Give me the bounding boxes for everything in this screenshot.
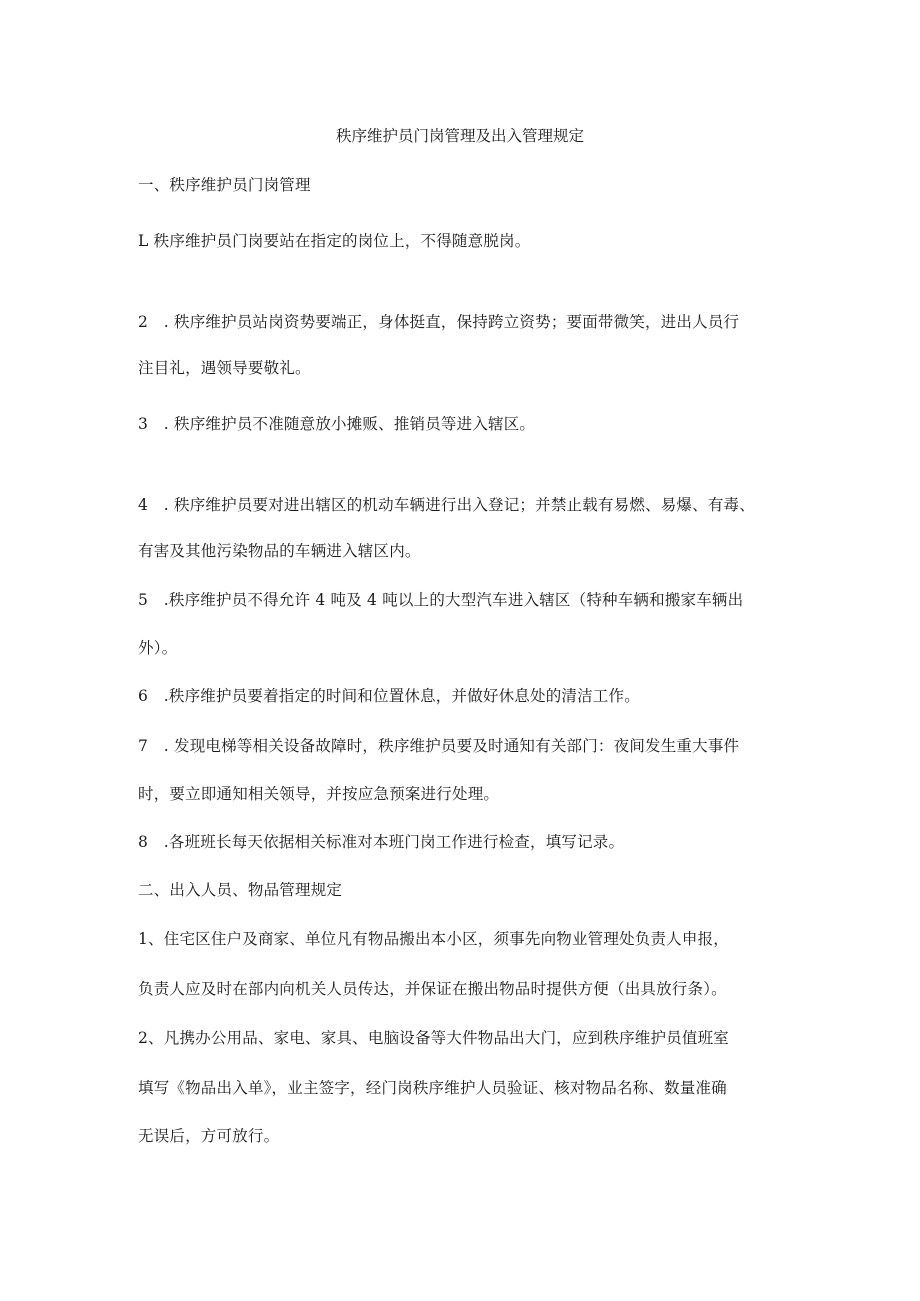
section1-item2-line2: 注目礼，遇领导要敬礼。 [138, 359, 311, 377]
section1-item5-line1: 5 .秩序维护员不得允许 4 吨及 4 吨以上的大型汽车进入辖区（特种车辆和搬家车辆出 [138, 591, 744, 609]
section1-heading: 一、秩序维护员门岗管理 [138, 176, 311, 194]
section2-item2-line2: 填写《物品出入单》，业主签字，经门岗秩序维护人员验证、核对物品名称、数量准确 [138, 1079, 727, 1097]
document-title: 秩序维护员门岗管理及出入管理规定 [335, 127, 584, 145]
section1-item8-line1: 8 .各班班长每天依据相关标准对本班门岗工作进行检查，填写记录。 [138, 833, 625, 851]
section1-item7-line1: 7 . 发现电梯等相关设备故障时，秩序维护员要及时通知有关部门：夜间发生重大事件 [138, 737, 740, 755]
section2-heading: 二、出入人员、物品管理规定 [138, 881, 343, 899]
section1-item6-line1: 6 .秩序维护员要着指定的时间和位置休息，并做好休息处的清洁工作。 [138, 687, 640, 705]
section1-item5-line2: 外）。 [138, 639, 178, 657]
section2-item2-line3: 无误后，方可放行。 [138, 1127, 280, 1145]
section2-item1-line1: 1、住宅区住户及商家、单位凡有物品搬出本小区，须事先向物业管理处负责人申报， [138, 930, 729, 948]
section1-item2-line1: 2 . 秩序维护员站岗资势要端正，身体挺直，保持跨立资势；要面带微笑，进出人员行 [138, 313, 740, 331]
section2-item1-line2: 负责人应及时在部内向机关人员传达，并保证在搬出物品时提供方便（出具放行条）。 [138, 980, 727, 998]
section1-item4-line1: 4 . 秩序维护员要对进出辖区的机动车辆进行出入登记；并禁止载有易燃、易爆、有毒、 [138, 496, 755, 514]
section1-item4-line2: 有害及其他污染物品的车辆进入辖区内。 [138, 542, 421, 560]
section2-item2-line1: 2、凡携办公用品、家电、家具、电脑设备等大件物品出大门，应到秩序维护员值班室 [138, 1029, 729, 1047]
section1-item7-line2: 时，要立即通知相关领导，并按应急预案进行处理。 [138, 785, 500, 803]
section1-item1-line1: L 秩序维护员门岗要站在指定的岗位上，不得随意脱岗。 [138, 232, 531, 250]
section1-item3-line1: 3 . 秩序维护员不准随意放小摊贩、推销员等进入辖区。 [138, 415, 536, 433]
